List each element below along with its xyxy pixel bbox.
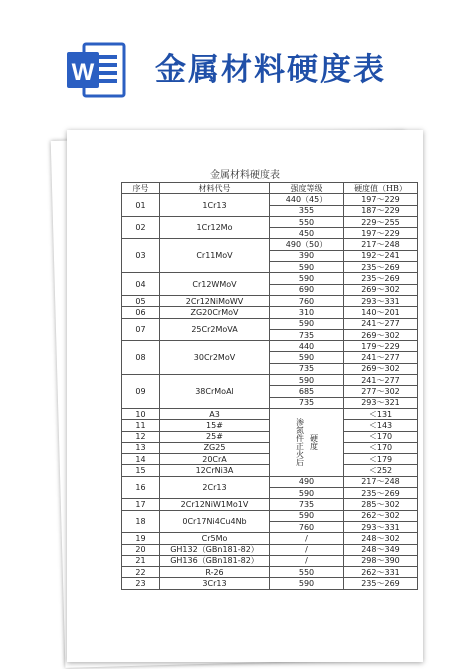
column-header: 材料代号: [160, 183, 270, 194]
row-no: 07: [122, 318, 160, 341]
table-row: [122, 194, 418, 205]
material-code: Cr5Mo: [160, 533, 270, 544]
hardness-value: 293～321: [344, 397, 418, 408]
table-row: [122, 273, 418, 284]
row-no: 08: [122, 341, 160, 375]
hardness-table: [121, 182, 418, 590]
material-code: 1Cr12Mo: [160, 216, 270, 239]
material-code: 12CrNi3A: [160, 465, 270, 476]
strength-grade: 590: [270, 510, 344, 521]
row-no: 22: [122, 567, 160, 578]
row-no: 17: [122, 499, 160, 510]
strength-grade: /: [270, 555, 344, 566]
row-no: 14: [122, 454, 160, 465]
material-code: GH136（GBn181-82）: [160, 555, 270, 566]
strength-grade: 355: [270, 205, 344, 216]
row-no: 19: [122, 533, 160, 544]
hardness-value: 269～302: [344, 363, 418, 374]
strength-grade: 450: [270, 228, 344, 239]
material-code: 25#: [160, 431, 270, 442]
hardness-value: 197～229: [344, 194, 418, 205]
strength-grade: 310: [270, 307, 344, 318]
hardness-value: 293～331: [344, 521, 418, 532]
material-code: 2Cr12NiMoWV: [160, 295, 270, 306]
strength-grade: 490（50）: [270, 239, 344, 250]
column-header: 硬度值（HB）: [344, 183, 418, 194]
material-code: ZG25: [160, 442, 270, 453]
hardness-value: 241～277: [344, 352, 418, 363]
row-no: 18: [122, 510, 160, 533]
strength-grade: 590: [270, 262, 344, 273]
hardness-value: 269～302: [344, 284, 418, 295]
strength-grade: 440（45）: [270, 194, 344, 205]
strength-grade: 590: [270, 318, 344, 329]
table-row: [122, 375, 418, 386]
hardness-value: 298～390: [344, 555, 418, 566]
strength-grade: 690: [270, 284, 344, 295]
table-row: [122, 544, 418, 555]
document-title: 金属材料硬度表: [210, 170, 280, 181]
strength-grade: 490: [270, 476, 344, 487]
strength-grade: 590: [270, 375, 344, 386]
hardness-value: ＜170: [344, 431, 418, 442]
hardness-value: 277～302: [344, 386, 418, 397]
material-code: GH132（GBn181-82）: [160, 544, 270, 555]
strength-grade: 550: [270, 567, 344, 578]
row-no: 01: [122, 194, 160, 217]
hardness-value: 262～331: [344, 567, 418, 578]
strength-grade: /: [270, 533, 344, 544]
material-code: ZG20CrMoV: [160, 307, 270, 318]
table-row: [122, 510, 418, 521]
strength-grade: 685: [270, 386, 344, 397]
row-no: 02: [122, 216, 160, 239]
hardness-value: 217～248: [344, 476, 418, 487]
row-no: 05: [122, 295, 160, 306]
hardness-value: ＜252: [344, 465, 418, 476]
hardness-value: 229～255: [344, 216, 418, 227]
hardness-value: 241～277: [344, 318, 418, 329]
hardness-value: 248～302: [344, 533, 418, 544]
strength-grade: 735: [270, 329, 344, 340]
row-no: 12: [122, 431, 160, 442]
material-code: R-26: [160, 567, 270, 578]
hardness-value: 140～201: [344, 307, 418, 318]
row-no: 23: [122, 578, 160, 589]
strength-grade: 590: [270, 352, 344, 363]
hardness-value: 235～269: [344, 262, 418, 273]
hardness-value: 285～302: [344, 499, 418, 510]
strength-grade: 735: [270, 397, 344, 408]
row-no: 09: [122, 375, 160, 409]
strength-grade: 735: [270, 499, 344, 510]
header: [0, 0, 474, 120]
word-doc-icon: [64, 38, 128, 102]
strength-grade: 590: [270, 273, 344, 284]
hardness-value: ＜131: [344, 408, 418, 419]
material-code: 20CrA: [160, 454, 270, 465]
material-code: 2Cr12NiW1Mo1V: [160, 499, 270, 510]
page-title: 金属材料硬度表: [155, 52, 386, 88]
material-code: 38CrMoAl: [160, 375, 270, 409]
table-row: [122, 567, 418, 578]
hardness-value: 235～269: [344, 578, 418, 589]
hardness-value: ＜143: [344, 420, 418, 431]
material-code: 15#: [160, 420, 270, 431]
row-no: 15: [122, 465, 160, 476]
strength-grade: 760: [270, 295, 344, 306]
material-code: 0Cr17Ni4Cu4Nb: [160, 510, 270, 533]
column-header: 强度等级: [270, 183, 344, 194]
hardness-value: 192～241: [344, 250, 418, 261]
normalizing-note: [270, 408, 344, 476]
hardness-value: 235～269: [344, 488, 418, 499]
hardness-value: 197～229: [344, 228, 418, 239]
strength-grade: 760: [270, 521, 344, 532]
hardness-value: 187～229: [344, 205, 418, 216]
note-left-text: 渗氮件正火后: [295, 418, 305, 467]
row-no: 10: [122, 408, 160, 419]
table-row: [122, 318, 418, 329]
strength-grade: 550: [270, 216, 344, 227]
table-row: [122, 307, 418, 318]
row-no: 13: [122, 442, 160, 453]
strength-grade: /: [270, 544, 344, 555]
hardness-value: 179～229: [344, 341, 418, 352]
strength-grade: 735: [270, 363, 344, 374]
hardness-value: 235～269: [344, 273, 418, 284]
row-no: 03: [122, 239, 160, 273]
hardness-value: ＜170: [344, 442, 418, 453]
material-code: 3Cr13: [160, 578, 270, 589]
row-no: 21: [122, 555, 160, 566]
table-row: [122, 578, 418, 589]
svg-text:W: W: [71, 59, 95, 86]
material-code: Cr11MoV: [160, 239, 270, 273]
material-code: 2Cr13: [160, 476, 270, 499]
table-row: [122, 239, 418, 250]
table-row: [122, 555, 418, 566]
hardness-value: 241～277: [344, 375, 418, 386]
hardness-value: 248～349: [344, 544, 418, 555]
row-no: 20: [122, 544, 160, 555]
strength-grade: 590: [270, 488, 344, 499]
row-no: 16: [122, 476, 160, 499]
strength-grade: 440: [270, 341, 344, 352]
hardness-value: 217～248: [344, 239, 418, 250]
note-right-text: 硬度: [309, 434, 319, 451]
material-code: 30Cr2MoV: [160, 341, 270, 375]
table-row: [122, 216, 418, 227]
hardness-value: 262～302: [344, 510, 418, 521]
material-code: 25Cr2MoVA: [160, 318, 270, 341]
row-no: 04: [122, 273, 160, 296]
hardness-value: 293～331: [344, 295, 418, 306]
hardness-value: ＜179: [344, 454, 418, 465]
column-header: 序号: [122, 183, 160, 194]
hardness-value: 269～302: [344, 329, 418, 340]
table-row: [122, 499, 418, 510]
material-code: Cr12WMoV: [160, 273, 270, 296]
document-page: [67, 130, 423, 662]
table-row: [122, 341, 418, 352]
table-header-row: [122, 183, 418, 194]
strength-grade: 390: [270, 250, 344, 261]
row-no: 06: [122, 307, 160, 318]
table-row: [122, 408, 418, 419]
strength-grade: 590: [270, 578, 344, 589]
table-row: [122, 476, 418, 487]
table-row: [122, 295, 418, 306]
material-code: 1Cr13: [160, 194, 270, 217]
table-row: [122, 533, 418, 544]
row-no: 11: [122, 420, 160, 431]
material-code: A3: [160, 408, 270, 419]
